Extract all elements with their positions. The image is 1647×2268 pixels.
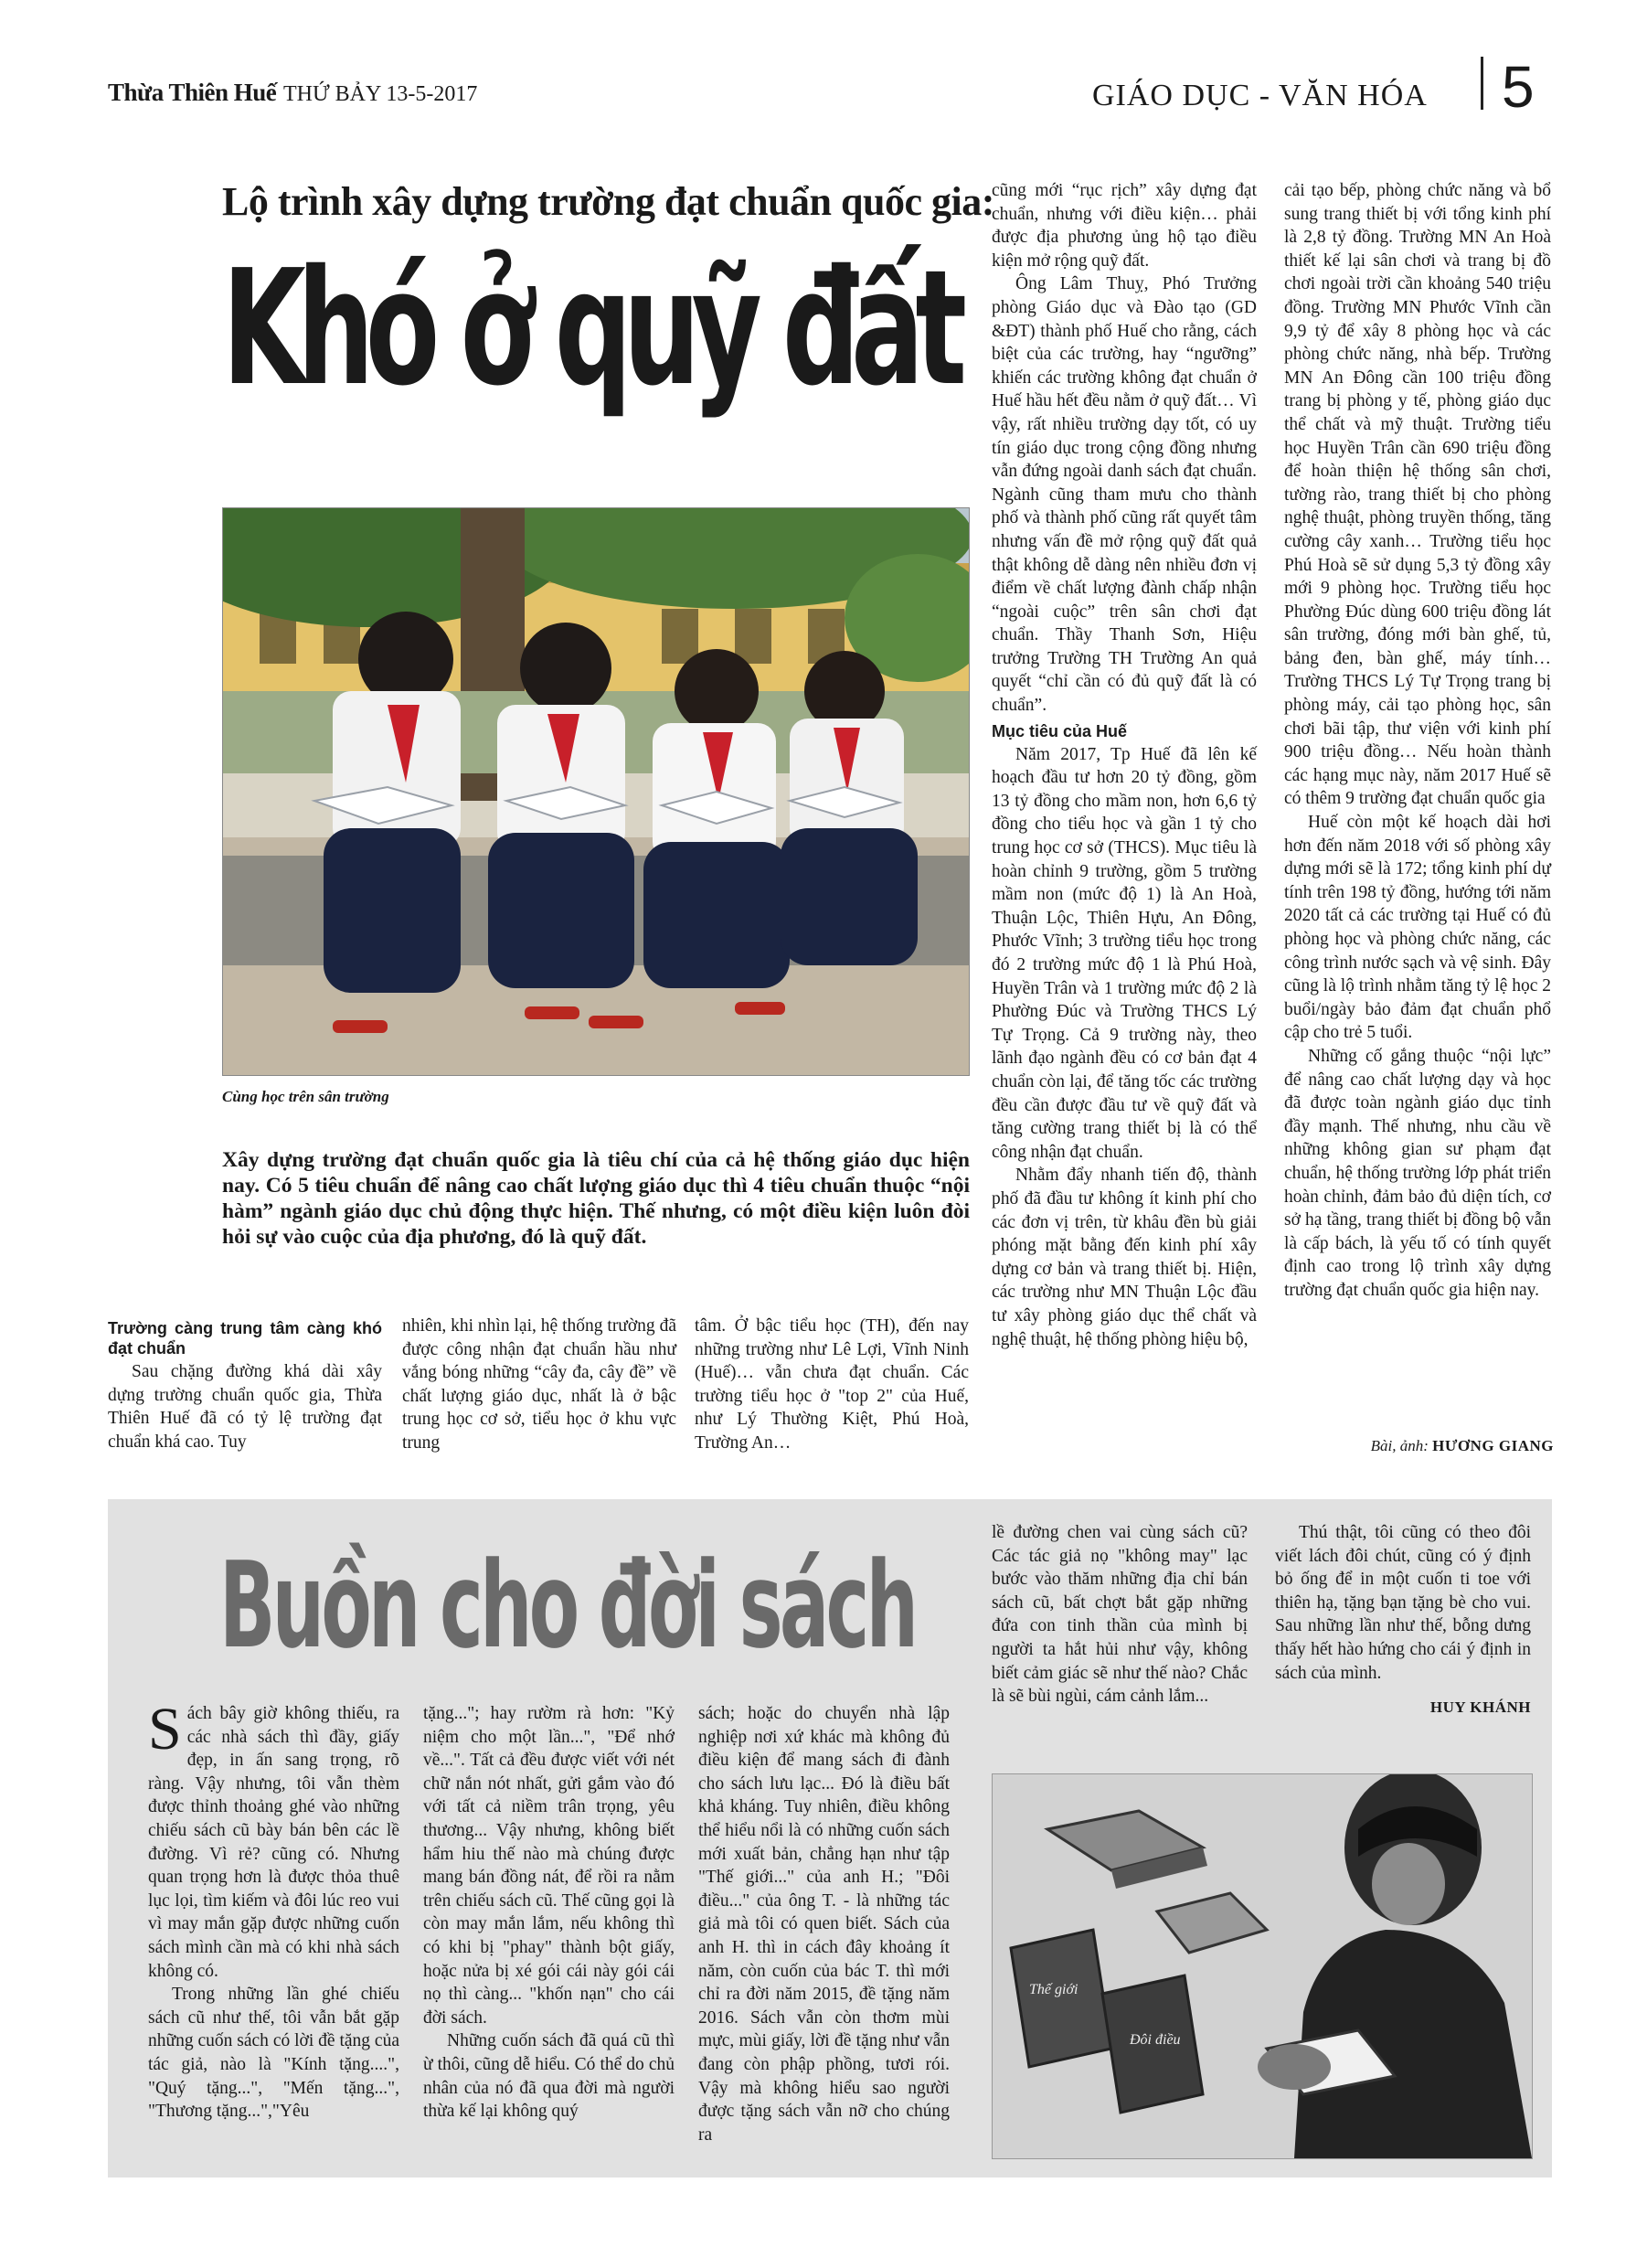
article2-column-5 bbox=[1275, 1521, 1531, 1720]
paragraph: ách bây giờ không thiếu, ra các nhà sách thì đầy, giấy đẹp, in ấn sang trọng, rõ ràng. Vậy nhưng, tôi vẫn thèm được thỉnh thoảng ghé vào những chiếu sách cũ bày bán bên các lề đường. Vì rẻ? cũng có. Nhưng quan trọng hơn là được thỏa thuê lục lọi, tìm kiếm và đôi lúc reo vui vì may mắn gặp được những cuốn sách mình cần mà có khi nhà sách không có. bbox=[148, 1704, 399, 1981]
students-reading-illustration bbox=[223, 508, 969, 1075]
paragraph: nhiên, khi nhìn lại, hệ thống trường đã được công nhận đạt chuẩn hầu như vắng bóng những “cây đa, cây đề” về chất lượng giáo dục, nhất là ở bậc trung học cơ sở, tiểu học ở khu vực trung bbox=[402, 1316, 676, 1453]
article1-column-2 bbox=[402, 1315, 676, 1455]
subheading: Mục tiêu của Huế bbox=[992, 721, 1128, 740]
paragraph: Năm 2017, Tp Huế đã lên kế hoạch đầu tư hơn 20 tỷ đồng, gồm 13 tỷ đồng cho mầm non, hơn 6,6 tỷ đồng cho tiểu học và gần 1 tỷ cho trung học cơ sở (THCS). Mục tiêu là hoàn chỉnh 9 trường, gồm 5 trường mầm non (mức độ 1) là An Hoà, Thuận Lộc, Thiên Hựu, An Đông, Phước Vĩnh; 3 trường tiểu học trong đó 2 trường mức độ 1 là Phú Hoà, Huyền Trân và 1 trường mức độ 2 là Phường Đúc và Trường THCS Lý Tự Trọng. Cả 9 trường này, theo lãnh đạo ngành đều có cơ bản đạt 4 chuẩn còn lại, để tăng tốc các trường đều cần được đầu tư về quỹ đất và tăng cường trang thiết bị là có thể công nhận đạt chuẩn. bbox=[992, 744, 1257, 1162]
book-title-2: Đôi điều bbox=[1130, 2032, 1181, 2048]
article1-column-1 bbox=[108, 1315, 382, 1453]
issue-date: THỨ BẢY 13-5-2017 bbox=[283, 82, 478, 106]
drop-cap: S bbox=[148, 1696, 182, 1762]
article1-column-5 bbox=[1284, 179, 1551, 1303]
old-books-illustration bbox=[992, 1773, 1533, 2159]
paragraph: Những cuốn sách đã quá cũ thì ừ thôi, cũng dễ hiểu. Có thể do chủ nhân của nó đã qua đời mà người thừa kế lại không quý bbox=[423, 2031, 675, 2122]
article-lead: Xây dựng trường đạt chuẩn quốc gia là tiêu chí của cả hệ thống giáo dục hiện nay. Có 5 tiêu chuẩn để nâng cao chất lượng giáo dục thì 4 tiêu chuẩn thuộc “nội hàm” ngành giáo dục chủ động thực hiện. Thế nhưng, có một điều kiện luôn đòi hỏi sự vào cuộc của địa phương, đó là quỹ đất. bbox=[222, 1148, 970, 1249]
subheading: Trường càng trung tâm càng khó đạt chuẩn bbox=[108, 1319, 382, 1358]
paragraph: sách; hoặc do chuyển nhà lập nghiệp nơi xứ khác mà không đủ điều kiện để mang sách đi đành cho sách lưu lạc... Đó là điều bất khả kháng. Tuy nhiên, điều không thể hiểu nổi là có những cuốn sách mới xuất bản, chẳng hạn như tập "Thế giới..." của anh H.; "Đôi điều..." của ông T. - là những tác giả mà tôi có quen biết. Sách của anh H. thì in cách đây khoảng ít năm, còn cuốn của bác T. thì mới chỉ ra đời năm 2015, đề tặng năm 2016. Sách vẫn còn thơm mùi mực, mùi giấy, lời đề tặng như vẫn đang còn phập phồng, tươi rói. Vậy mà không hiểu sao người được tặng sách vẫn nỡ cho chúng ra bbox=[698, 1704, 950, 2145]
paragraph: Thú thật, tôi cũng có theo đôi viết lách đôi chút, cũng có ý định bỏ ống để in một cuốn ti toe với thiên hạ, tặng bạn tặng bè cho vui. Sau những lần như thế, bỗng dưng thấy hết hào hứng cho cái ý định in sách của mình. bbox=[1275, 1523, 1531, 1683]
article2-title: Buồn cho đời sách bbox=[219, 1536, 916, 1675]
section-title: GIÁO DỤC - VĂN HÓA bbox=[1092, 79, 1428, 112]
article2-column-1 bbox=[148, 1696, 399, 2124]
article2-author: HUY KHÁNH bbox=[1429, 1698, 1531, 1717]
paragraph: tặng..."; hay rườm rà hơn: "Kỷ niệm cho một lần...", "Để nhớ về...". Tất cả đều được viết với nét chữ nắn nót nhất, gửi gắm vào đó với tất cả niềm trân trọng, yêu thương... Vậy nhưng, không biết hẩm hiu thế nào mà chúng được mang bán đồng nát, để rồi ra nằm trên chiếu sách cũ. Thế cũng gọi là còn may mắn lắm, nếu không thì có khi bị "phay" thành bột giấy, hoặc nửa bị xé gói cái này gói cái nọ thì càng... "khốn nạn" cho cái đời sách. bbox=[423, 1704, 675, 2028]
article1-column-3 bbox=[695, 1315, 969, 1455]
article-kicker: Lộ trình xây dựng trường đạt chuẩn quốc gia: bbox=[222, 179, 994, 224]
students-reading-photo bbox=[222, 507, 970, 1076]
article1-byline bbox=[1348, 1437, 1554, 1455]
paragraph: Nhằm đẩy nhanh tiến độ, thành phố đã đầu tư không ít kinh phí cho các đơn vị trên, từ khâu đền bù giải phóng mặt bằng đến kinh phí xây dựng cơ bản và trang thiết bị. Hiện, các trường như MN Thuận Lộc đầu tư xây phòng giáo dục thể chất và nghệ thuật, hệ thống phòng hiệu bộ, bbox=[992, 1166, 1257, 1349]
article1-column-4 bbox=[992, 179, 1257, 1351]
paragraph: lề đường chen vai cùng sách cũ? Các tác giả nọ "không may" lạc bước vào thăm những địa chỉ bán sách cũ, bất chợt bắt gặp những đứa con tinh thần của mình bị người ta hắt hủi như vậy, không biết cảm giác sẽ như thế nào? Chắc là sẽ bùi ngùi, cám cảnh lắm... bbox=[992, 1523, 1248, 1707]
paragraph: Sau chặng đường khá dài xây dựng trường chuẩn quốc gia, Thừa Thiên Huế đã có tỷ lệ trường đạt chuẩn khá cao. Tuy bbox=[108, 1362, 382, 1452]
books-drawing bbox=[993, 1774, 1532, 2158]
paragraph: Trong những lần ghé chiếu sách cũ như thế, tôi vẫn bắt gặp những cuốn sách có lời đề tặng của tác giả, nào là "Kính tặng....", "Quý tặng...", "Mến tặng...", "Thương tặng...","Yêu bbox=[148, 1985, 399, 2122]
book-title-1: Thế giới bbox=[1029, 1982, 1079, 1997]
article2-column-4 bbox=[992, 1521, 1248, 1709]
page-number: 5 bbox=[1502, 54, 1535, 120]
paragraph: cũng mới “rục rịch” xây dựng đạt chuẩn, nhưng với điều kiện… phải được địa phương ủng hộ tạo điều kiện mở rộng quỹ đất. bbox=[992, 181, 1257, 271]
paragraph: Những cố gắng thuộc “nội lực” để nâng cao chất lượng dạy và học đã được toàn ngành giáo dục tỉnh đầy mạnh. Thế nhưng, nhu cầu về những không gian sư phạm đạt chuẩn, hệ thống trường lớp phát triển hoàn chỉnh, đảm bảo đủ diện tích, cơ sở hạ tầng, trang thiết bị đồng bộ vẫn là cấp bách, là yếu tố có tính quyết định cao trong lộ trình xây dựng trường đạt chuẩn quốc gia hiện nay. bbox=[1284, 1046, 1551, 1300]
paragraph: tâm. Ở bậc tiểu học (TH), đến nay những trường như Lê Lợi, Vĩnh Ninh (Huế)… vẫn chưa đạt chuẩn. Các trường tiểu học ở "top 2" của Huế, như Lý Thường Kiệt, Phú Hoà, Trường An… bbox=[695, 1316, 969, 1453]
byline-label: Bài, ảnh: bbox=[1370, 1437, 1429, 1454]
paragraph: Huế còn một kế hoạch dài hơi hơn đến năm 2018 với số phòng xây dựng mới sẽ là 172; tổng kinh phí dự tính trên 198 tỷ đồng, hướng tới năm 2020 tất cả các trường tại Huế có đủ phòng học và phòng chức năng, các công trình nước sạch và vệ sinh. Đây cũng là lộ trình nhằm tăng tỷ lệ học 2 buổi/ngày bảo đảm đạt chuẩn phổ cập cho trẻ 5 tuổi. bbox=[1284, 813, 1551, 1043]
header-divider bbox=[1481, 57, 1483, 110]
paragraph: cải tạo bếp, phòng chức năng và bổ sung trang thiết bị với tổng kinh phí là 2,8 tỷ đồng. Trường MN An Hoà thiết kế lại sân chơi và trang bị đồ chơi ngoài trời cần khoảng 540 triệu đồng. Trường MN Phước Vĩnh cần 9,9 tỷ để xây 8 phòng học và các phòng chức năng, nhà bếp. Trường MN An Đông cần 100 triệu đồng trang bị phòng y tế, phòng giáo dục thể chất và mỹ thuật. Trường tiểu học Huyền Trân cần 690 triệu đồng để hoàn thiện hệ thống sân chơi, tường rào, trang thiết bị cho phòng nghệ thuật, phòng truyền thống, tăng cường cây xanh… Trường tiểu học Phú Hoà sẽ sử dụng 5,3 tỷ đồng xây mới 9 phòng học. Trường tiểu học Phường Đúc dùng 600 triệu đồng lát sân trường, đóng mới bàn ghế, tủ, bảng đen, bàn ghế, máy tính… Trường THCS Lý Tự Trọng trang bị phòng máy, cải tạo phòng học, sân chơi bãi tập, thư viện với kinh phí 900 triệu đồng… Nếu hoàn thành các hạng mục này, năm 2017 Huế sẽ có thêm 9 trường đạt chuẩn quốc gia bbox=[1284, 181, 1551, 809]
newspaper-brand: Thừa Thiên Huế bbox=[108, 79, 277, 106]
article2-column-3 bbox=[698, 1702, 950, 2146]
article-headline: Khó ở quỹ đất bbox=[222, 236, 959, 421]
byline-author: HƯƠNG GIANG bbox=[1432, 1437, 1554, 1454]
photo-caption: Cùng học trên sân trường bbox=[222, 1088, 389, 1105]
article2-column-2 bbox=[423, 1702, 675, 2124]
paragraph: Ông Lâm Thuỵ, Phó Trưởng phòng Giáo dục và Đào tạo (GD &ĐT) thành phố Huế cho rằng, cách biệt của các trường, hay “ngưỡng” khiến các trường không đạt chuẩn ở Huế hầu hết đều nằm ở quỹ đất… Vì vậy, rất nhiều trường dạy tốt, có uy tín giáo dục trong cộng đồng nhưng vẫn đứng ngoài danh sách đạt chuẩn. Ngành cũng tham mưu cho thành phố và thành phố cũng rất quyết tâm nhưng vấn đề mở rộng quỹ đất quả thật không dễ dàng nên nhiều đơn vị điểm về chất lượng đành chấp nhận “ngoài cuộc” trên sân chơi đạt chuẩn. Thầy Thanh Sơn, Hiệu trưởng Trường TH Trường An quả quyết “chỉ cần có đủ quỹ đất là có chuẩn”. bbox=[992, 274, 1257, 716]
